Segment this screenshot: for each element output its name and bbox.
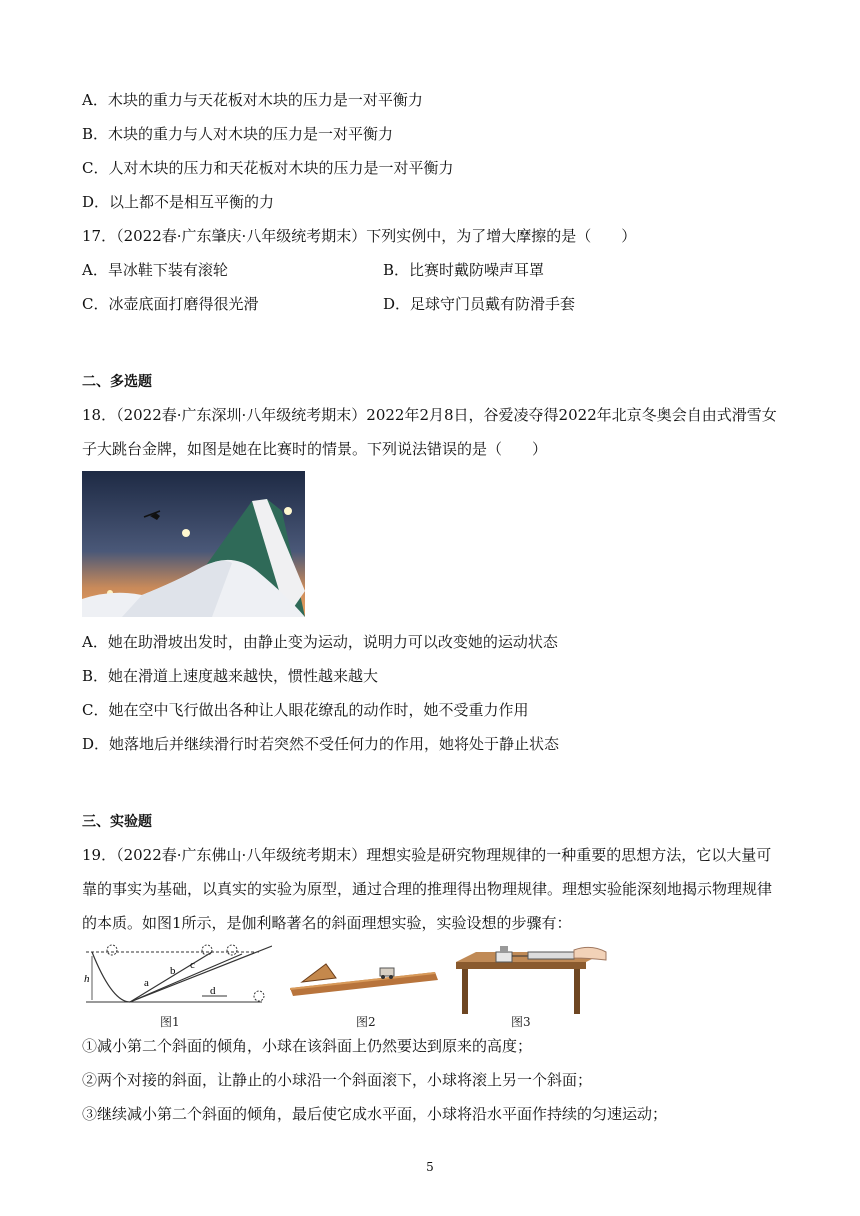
fig1-label-c: c (190, 959, 195, 971)
q18-option-b: B．她在滑道上速度越来越快，惯性越来越大 (82, 667, 379, 685)
section-heading-multiple-choice: 二、多选题 (82, 374, 152, 390)
q16-option-c: C．人对木块的压力和天花板对木块的压力是一对平衡力 (82, 159, 454, 177)
q16-option-b: B．木块的重力与人对木块的压力是一对平衡力 (82, 125, 394, 143)
q17-option-b: B．比赛时戴防噪声耳罩 (383, 261, 545, 279)
figure-3-table-spring-scale (456, 944, 616, 1030)
q19-step-2: ②两个对接的斜面，让静止的小球沿一个斜面滚下，小球将滚上另一个斜面； (82, 1071, 593, 1089)
q16-option-d: D．以上都不是相互平衡的力 (82, 193, 275, 211)
q19-step-3: ③继续减小第二个斜面的倾角，最后使它成水平面，小球将沿水平面作持续的匀速运动； (82, 1105, 668, 1123)
fig1-label-a: a (144, 977, 149, 989)
fig1-label-d: d (210, 985, 216, 997)
fig1-label-h: h (84, 973, 90, 985)
q17-option-c: C．冰壶底面打磨得很光滑 (82, 295, 259, 313)
q18-stem: 18．（2022春·广东深圳·八年级统考期末）2022年2月8日，谷爱凌夺得2022年北京冬奥会自由式滑雪女子大跳台金牌，如图是她在比赛时的情景。下列说法错误的是（ ） (82, 406, 777, 458)
q16-option-a: A．木块的重力与天花板对木块的压力是一对平衡力 (82, 91, 423, 109)
q17-option-d: D．足球守门员戴有防滑手套 (383, 295, 576, 313)
page-number: 5 (426, 1160, 434, 1174)
figure-2-caption: 图2 (356, 1015, 376, 1029)
fig1-label-b: b (170, 965, 176, 977)
q18-option-a: A．她在助滑坡出发时，由静止变为运动，说明力可以改变她的运动状态 (82, 633, 558, 651)
q19-stem: 19．（2022春·广东佛山·八年级统考期末）理想实验是研究物理规律的一种重要的思想方法，它以大量可靠的事实为基础，以真实的实验为原型，通过合理的推理得出物理规律。理想实验能深刻地揭示物理规律的本质。如图1所示，是伽利略著名的斜面理想实验，实验设想的步骤有： (82, 846, 773, 932)
q18-option-d: D．她落地后并继续滑行时若突然不受任何力的作用，她将处于静止状态 (82, 735, 560, 753)
figure-1-caption: 图1 (160, 1015, 180, 1029)
q19-step-1: ①减小第二个斜面的倾角，小球在该斜面上仍然要达到原来的高度； (82, 1037, 533, 1055)
q17-stem: 17．（2022春·广东肇庆·八年级统考期末）下列实例中，为了增大摩擦的是（ ） (82, 227, 637, 245)
section-heading-experiment: 三、实验题 (82, 814, 152, 830)
figure-3-caption: 图3 (511, 1015, 531, 1029)
q17-option-a: A．旱冰鞋下装有滚轮 (82, 261, 228, 279)
ski-jump-photo (82, 471, 305, 617)
q18-option-c: C．她在空中飞行做出各种让人眼花缭乱的动作时，她不受重力作用 (82, 701, 529, 719)
